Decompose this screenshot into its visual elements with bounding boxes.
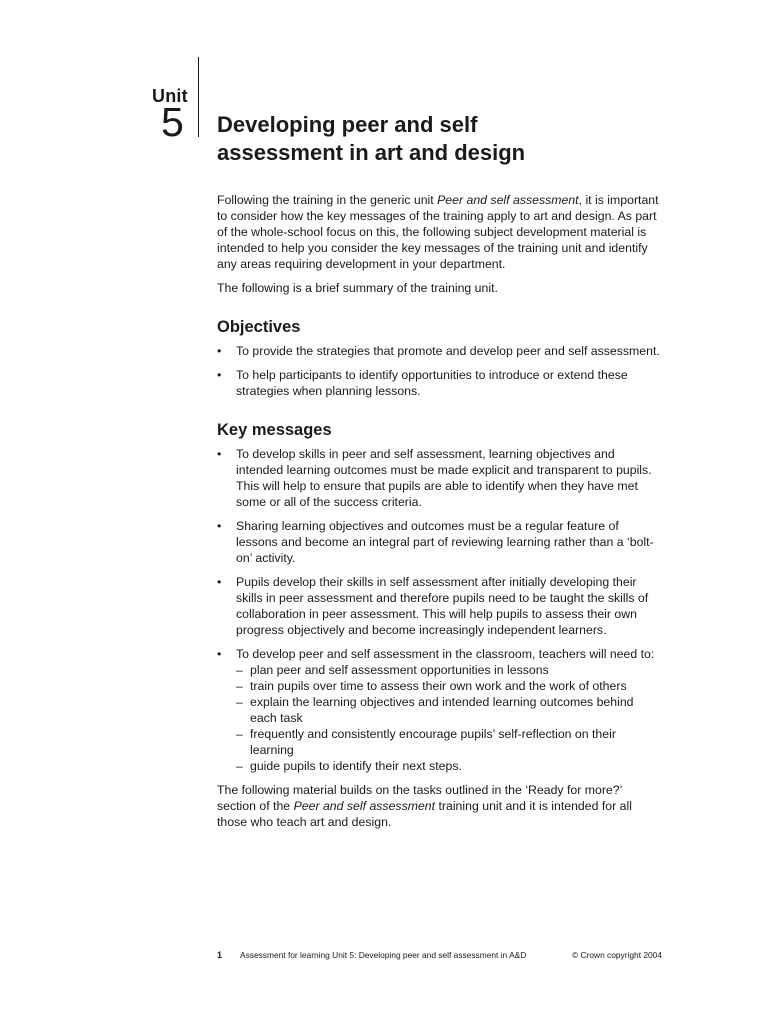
- intro-paragraph: [217, 192, 662, 272]
- key-message-lead: To develop peer and self assessment in the classroom, teachers will need to:: [236, 647, 655, 661]
- objectives-heading: Objectives: [217, 318, 301, 336]
- page-title: [217, 111, 677, 167]
- closing-text-start: The following material builds on the tasks outlined in the ‘Ready for more?’ section of the: [217, 783, 622, 813]
- teacher-action-item: – frequently and consistently encourage pupils’ self-reflection on their learning: [236, 726, 662, 758]
- closing-paragraph: [217, 782, 662, 830]
- title-line-2: assessment in art and design: [217, 140, 526, 165]
- unit-label: Unit: [152, 86, 188, 106]
- key-messages-list: [217, 446, 662, 774]
- main-content: [217, 192, 662, 838]
- title-line-1: Developing peer and self: [217, 112, 478, 137]
- intro-text-end: , it is important to consider how the key messages of the training apply to art and design. As part of the whole-school focus on this, the following subject development material is intended to help you consider the key messages of the training unit and identify any areas requiring development in your department.: [217, 193, 659, 271]
- unit-number: 5: [161, 99, 184, 145]
- closing-text-end: training unit and it is intended for all those who teach art and design.: [217, 799, 632, 829]
- intro-unit-name: Peer and self assessment: [437, 193, 579, 207]
- objective-item: • To provide the strategies that promote and develop peer and self assessment.: [217, 343, 662, 359]
- teacher-actions-list: [236, 662, 662, 774]
- teacher-action-item: – train pupils over time to assess their own work and the work of others: [236, 678, 662, 694]
- key-messages-heading: Key messages: [217, 421, 332, 439]
- key-message-item: • To develop skills in peer and self assessment, learning objectives and intended learning outcomes must be made explicit and transparent to pupils. This will help to ensure that pupils are able to identify when they have met some or all of the success criteria.: [217, 446, 662, 510]
- key-message-item: • Sharing learning objectives and outcomes must be a regular feature of lessons and become an integral part of reviewing learning rather than a ‘bolt-on’ activity.: [217, 518, 662, 566]
- closing-unit-name: Peer and self assessment: [293, 799, 436, 813]
- objective-item: • To help participants to identify opportunities to introduce or extend these strategies when planning lessons.: [217, 367, 662, 399]
- teacher-action-item: – guide pupils to identify their next steps.: [236, 758, 662, 774]
- key-message-item: • Pupils develop their skills in self assessment after initially developing their skills in peer assessment and therefore pupils need to be taught the skills of collaboration in peer assessment. This will help pupils to assess their own progress objectively and become increasingly independent learners.: [217, 574, 662, 638]
- key-message-item: [217, 646, 662, 774]
- summary-paragraph: The following is a brief summary of the training unit.: [217, 281, 498, 295]
- objectives-list: [217, 343, 662, 399]
- copyright-notice: © Crown copyright 2004: [572, 950, 662, 960]
- footer-title: Assessment for learning Unit 5: Developing peer and self assessment in A&D: [240, 950, 527, 960]
- teacher-action-item: – explain the learning objectives and intended learning outcomes behind each task: [236, 694, 662, 726]
- page-number: 1: [217, 950, 223, 960]
- unit-divider: [198, 57, 199, 137]
- teacher-action-item: – plan peer and self assessment opportunities in lessons: [236, 662, 662, 678]
- intro-text-start: Following the training in the generic unit: [217, 193, 438, 207]
